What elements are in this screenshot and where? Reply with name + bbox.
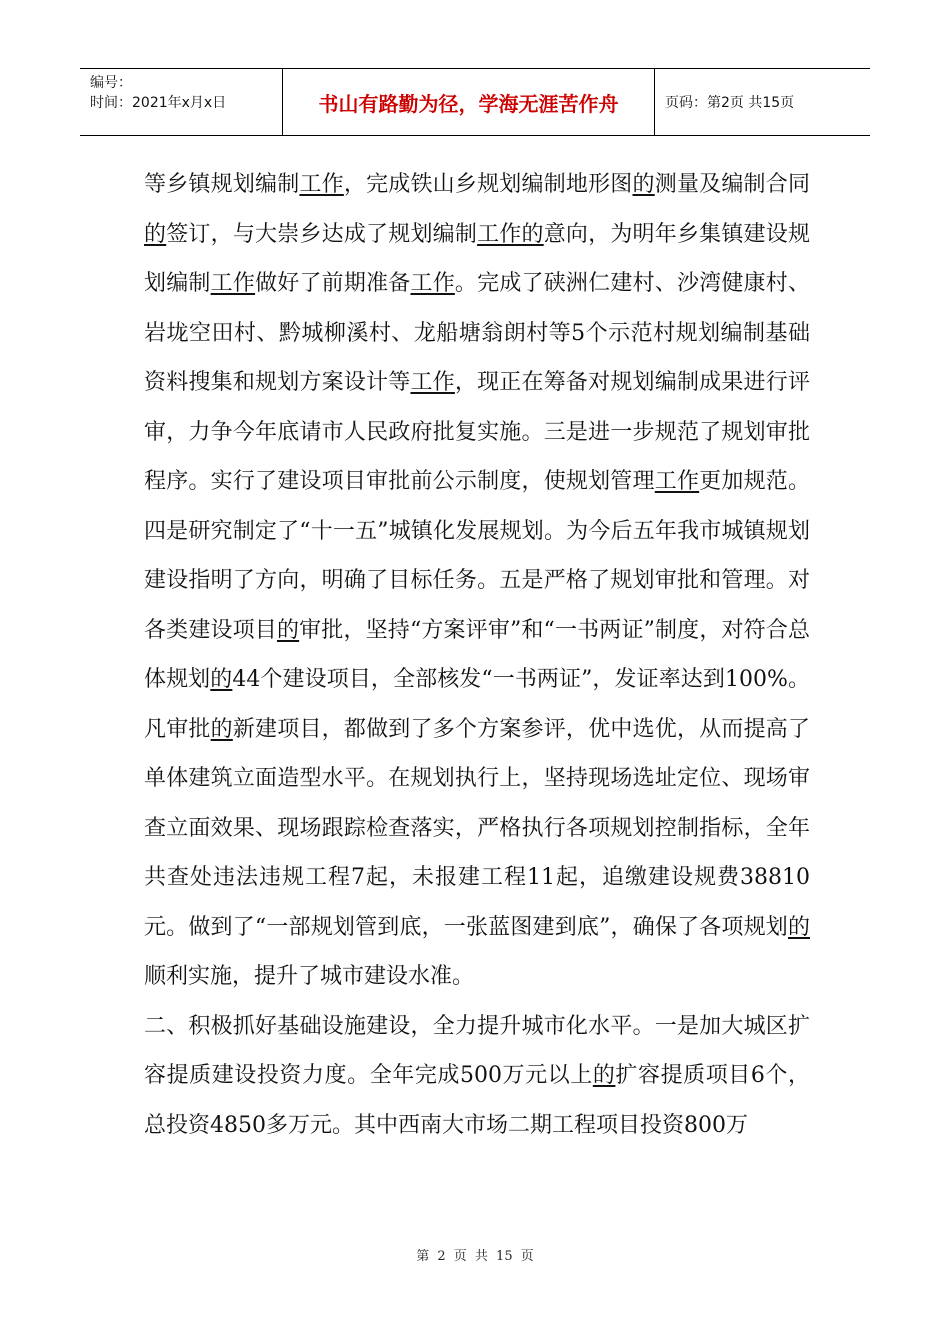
underlined-run: 工作 <box>654 469 700 494</box>
motto: 书山有路勤为径，学海无涯苦作舟 <box>318 91 619 116</box>
paragraph <box>144 160 810 1002</box>
page-info: 页码：第2页 共15页 <box>665 95 795 111</box>
text-run: 二、积极抓好基础设施建设，全力提升城市化水平。一是加大城区扩容提质建设投资力度。全年完成500万元以上 <box>144 1013 810 1088</box>
page-footer: 第 2 页 共 15 页 <box>416 1249 534 1264</box>
document-body <box>144 160 810 1150</box>
number-label: 编号： <box>90 75 132 91</box>
text-run: 更加规范。四是研究制定了“十一五”城镇化发展规划。为今后五年我市城镇规划建设指明了方向，明确了目标任务。五是严格了规划审批和管理。对各类建设项目 <box>144 469 810 643</box>
paragraph <box>144 1002 810 1151</box>
underlined-run: 的 <box>632 172 655 197</box>
underlined-run: 的 <box>210 667 233 692</box>
text-run: ，现正在筹备对规划编制成果进行评审，力争今年底请市人民政府批复实施。三是进一步规范了规划审批程序。实行了建设项目审批前公示制度，使规划管理 <box>144 370 810 494</box>
underlined-run: 的 <box>276 617 300 643</box>
underlined-run: 的 <box>787 914 810 940</box>
text-run: 等乡镇规划编制 <box>144 172 300 197</box>
underlined-run: 工作的 <box>477 221 544 247</box>
text-run: 签订，与大崇乡达成了规划编制 <box>166 221 478 247</box>
text-run: 扩容提质项目6个，总投资4850多万元。其中西南大市场二期工程项目投资800万 <box>144 1063 810 1138</box>
text-run: 。完成了硖洲仁建村、沙湾健康村、岩垅空田村、黔城柳溪村、龙船塘翁朗村等5个示范村规划编制基础资料搜集和规划方案设计等 <box>144 271 810 395</box>
text-run: ，完成铁山乡规划编制地形图 <box>343 172 633 197</box>
text-run: 审批，坚持“方案评审”和“一书两证”制度，对符合总体规划 <box>144 617 810 692</box>
time-label: 时间：2021年x月x日 <box>90 95 227 111</box>
underlined-run: 的 <box>210 716 233 742</box>
header-page-cell <box>655 69 870 135</box>
text-run: 测量及编制合同 <box>654 172 810 197</box>
underlined-run: 的 <box>592 1063 616 1088</box>
header-motto-cell <box>283 69 655 135</box>
underlined-run: 工作 <box>410 271 455 296</box>
underlined-run: 工作 <box>410 370 455 395</box>
text-run: 顺利实施，提升了城市建设水准。 <box>144 964 475 989</box>
header-meta-cell <box>80 69 283 135</box>
underlined-run: 工作 <box>299 172 344 197</box>
text-run: 新建项目，都做到了多个方案参评，优中选优，从而提高了单体建筑立面造型水平。在规划执行上，坚持现场选址定位、现场审查立面效果、现场跟踪检查落实，严格执行各项规划控制指标，全年共查处违法违规工程7起，未报建工程11起，追缴建设规费38810元。做到了“一部规划管到底，一张蓝图建到底”，确保了各项规划 <box>144 716 810 940</box>
header-table <box>80 68 870 136</box>
text-run: 44个建设项目，全部核发“一书两证”，发证率达到100%。凡审批 <box>144 667 810 742</box>
underlined-run: 的 <box>144 221 167 247</box>
underlined-run: 工作 <box>210 271 256 296</box>
text-run: 做好了前期准备 <box>255 271 411 296</box>
text-run: 意向，为明年乡集镇建设规划编制 <box>144 221 810 296</box>
